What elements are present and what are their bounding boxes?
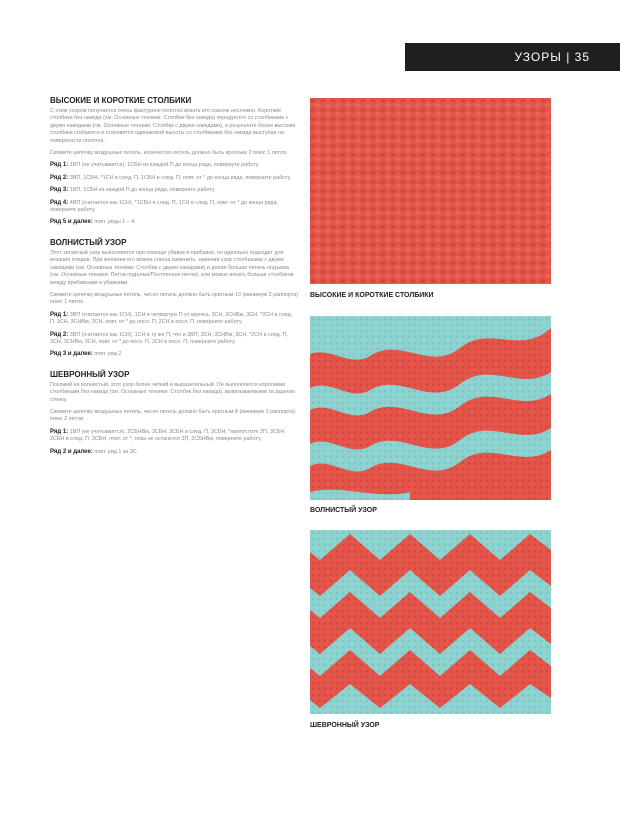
row-text: 3ВП (считается как 1СН), 1СН в ту же П, что и 3ВП, 3СН, 3СНВм, 3СН, *2СН в след. П, 3СН, 3СНВм, 3СН, повт. от * до посл. П, 2СН в посл. П, поверните работу. [50,331,289,345]
row-label: Ряд 2: [50,174,69,181]
row-label: Ряд 2: [50,331,69,338]
swatch-wave-image [310,316,551,500]
row-label: Ряд 3: [50,187,69,194]
section-title-tall-short: ВЫСОКИЕ И КОРОТКИЕ СТОЛБИКИ [50,96,192,105]
row-instruction [50,332,298,347]
row-instruction [50,312,298,327]
instructions-column [50,96,298,461]
section-paragraph: Похожий на волнистый, этот узор более четкий и выразительный. Он выполняется короткими столбиками без накида (см. Основные техники: Столбик без накида), вывязываемыми за заднюю стенку. [50,381,295,403]
section-paragraph: Свяжите цепочку воздушных петель, количество петель должно быть кратным 2 плюс 1 петля. [50,150,288,157]
row-text: 3ВП, 1СБН, *1СН в след. П, 1СБН в след. П, повт. от * до конца ряда, поверните работу. [69,174,292,181]
swatch-wave-caption: ВОЛНИСТЫЙ УЗОР [310,507,377,514]
row-text: повт. ряд 2. [94,351,123,358]
row-instruction [50,449,298,456]
row-instruction [50,187,298,194]
row-instruction [50,175,298,182]
section-paragraph: Этот зигзагный узор выполняется при помощи убавок и прибавок, он идеально подходит для вязания пледов. При желании его можно слегка изменить, заменив узор столбиками с двумя накидами (см. Основные техники: Столбик с двумя накидами) и делая больше петель подъема (см. Основные техники: Петли подъема/Постоянное петли), или можно вязать больше столбиков между прибавками и убавками. [50,249,294,286]
page-header-title: УЗОРЫ | 35 [514,50,590,64]
section-paragraph: Свяжите цепочку воздушных петель, число петель должно быть кратным 10 (минимум 2 раппорта) плюс 1 петля. [50,291,298,306]
row-text: 4ВП (считается как 1СН), *1СБН в след. П, 1СН в след. П, повт. от * до конца ряда, поверните работу. [50,199,279,214]
section-paragraph: Свяжите цепочку воздушных петель, число петель должно быть кратным 8 (минимум 2 раппорта) плюс 2 петли. [50,408,295,423]
row-instruction [50,351,298,358]
row-text: повт. ряды 1 – 4. [94,219,136,226]
row-instruction [50,219,298,226]
swatch-tall-short-image [310,98,551,284]
section-title-chevron: ШЕВРОННЫЙ УЗОР [50,369,130,379]
row-instruction [50,162,298,169]
row-instruction [50,429,298,444]
swatch-tall-short-caption: ВЫСОКИЕ И КОРОТКИЕ СТОЛБИКИ [310,292,434,299]
row-text: повт. ряд 1 за 3С. [94,448,139,455]
row-label: Ряд 1: [50,162,69,169]
swatch-chevron-caption: ШЕВРОННЫЙ УЗОР [310,722,380,729]
row-label: Ряд 2 и далее: [50,448,93,455]
section-paragraph: С этим узором получается очень фактурное полотно вязать его совсем несложно. Короткие столбики без накида (см. Основные техники: Столбик без накида) чередуются со столбиками с двумя накидами (см. Основные техники: Столбик с двумя накидами), в результате более высокие столбики сгибаются и становятся одинаковой высоты со столбиками без накида выступая на поверхности полотна. [50,108,296,144]
row-label: Ряд 4: [50,199,69,206]
row-text: 1ВП (не учитывается), 2СБНВм, 3СБН, 3СБН в след. П, 3СБН, *пропустите 2П, 3СБН, 3СБН в след. П, 3СБН, повт. от *, пока не останется 2П, 2СБНВм, поверните работу. [50,428,286,443]
row-label: Ряд 5 и далее: [50,219,93,226]
row-text: 1ВП, 1СБН из каждой П до конца ряда, поверните работу. [69,187,216,194]
page-header-bar [405,43,620,71]
row-label: Ряд 1: [50,311,69,318]
row-text: 3ВП (считается как 1СН), 1СН в четвертую П от крючка, 3СН, 3СНВм, 3СН, *2СН в след. П, 3СН, 3СНВм, 3СН, повт. от * до посл. П, 2СН в посл. П, поверните работу. [50,311,293,326]
swatch-chevron-image [310,530,551,714]
row-label: Ряд 1: [50,428,69,435]
row-text: 1ВП (не учитывается), 1СБН из каждой П до конца ряда, повернуте работу. [69,162,260,169]
section-title-wave: ВОЛНИСТЫЙ УЗОР [50,237,127,247]
row-label: Ряд 3 и далее: [50,351,93,358]
row-instruction [50,200,298,215]
